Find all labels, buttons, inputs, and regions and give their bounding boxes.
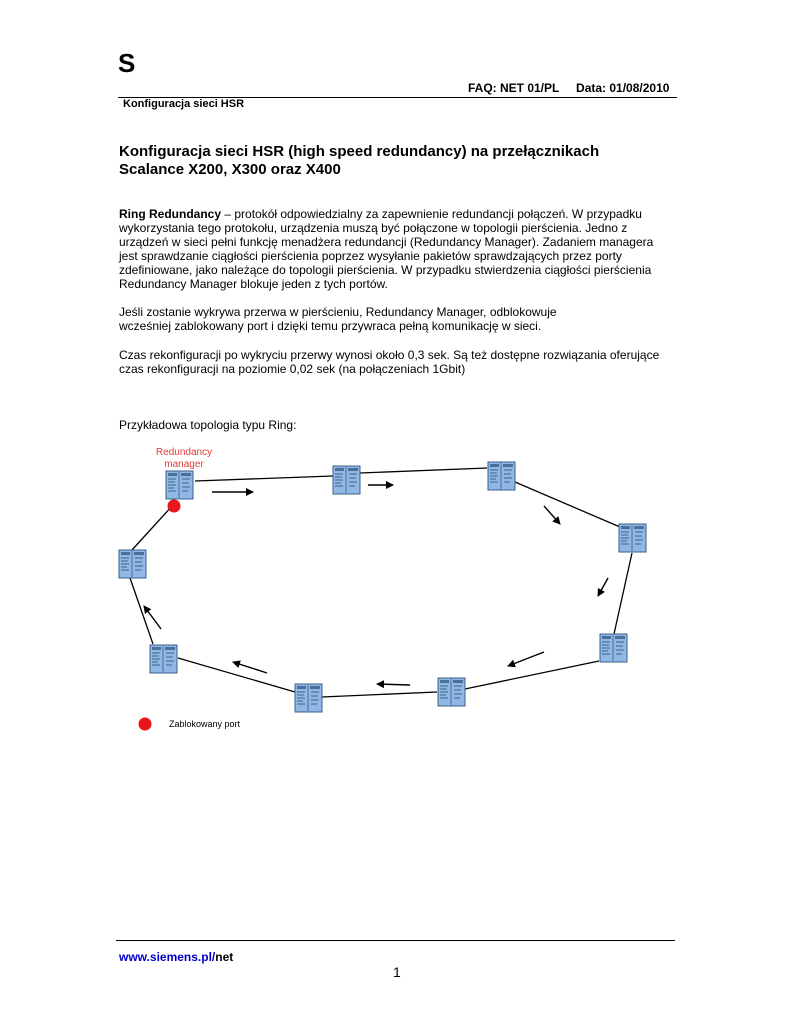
paragraph-line: czas rekonfiguracji na poziomie 0,02 sek (na połączeniach 1Gbit) <box>119 362 466 376</box>
paragraph-break-detection <box>119 305 689 333</box>
ring-link <box>195 476 333 481</box>
arrow-left <box>508 652 544 666</box>
paragraph-text: – protokół odpowiedzialny za zapewnienie redundancji połączeń. W przypadku <box>221 207 642 221</box>
switch <box>619 524 646 552</box>
redundancy-manager-label-line-1: Redundancy <box>155 447 213 458</box>
ring-link <box>360 468 487 473</box>
ring-link <box>132 505 173 550</box>
ring-link <box>515 482 620 527</box>
ring-link <box>614 553 632 634</box>
legend-label: Zablokowany port <box>169 719 241 729</box>
page-number: 1 <box>393 964 401 980</box>
ring-links <box>130 468 632 697</box>
arrow-left <box>377 684 410 685</box>
paragraph-line: jest sprawdzanie ciągłości pierścienia poprzez wysyłanie pakietów sprawdzających przez porty <box>119 249 622 263</box>
switch-redundancy-manager <box>166 471 193 499</box>
ring-link <box>465 661 599 689</box>
switch <box>438 678 465 706</box>
diagram-caption: Przykładowa topologia typu Ring: <box>119 418 297 432</box>
legend-blocked-port-icon <box>139 718 152 731</box>
paragraph-line: wcześniej zablokowany port i dzięki temu przywraca pełną komunikację w sieci. <box>119 319 542 333</box>
document-title <box>119 143 599 179</box>
section-title: Konfiguracja sieci HSR <box>123 98 245 110</box>
footer-rule <box>116 940 675 941</box>
paragraph-line: Czas rekonfiguracji po wykryciu przerwy wynosi około 0,3 sek. Są też dostępne rozwiązania oferujące <box>119 348 660 362</box>
paragraph-line: wykorzystania tego protokołu, urządzenia muszą być połączone w topologii pierścienia. Jedno z <box>119 221 628 235</box>
redundancy-manager-label-line-2: manager <box>164 459 204 470</box>
flow-arrows <box>144 485 608 685</box>
paragraph-line <box>119 207 689 221</box>
ring-topology-diagram <box>100 440 660 740</box>
switch <box>295 684 322 712</box>
paragraph-line: zdefiniowane, jako należące do topologii pierścienia. W przypadku stwierdzenia ciągłości pierścienia <box>119 263 652 277</box>
paragraph-ring-redundancy <box>119 207 689 291</box>
siemens-logo: S <box>118 48 136 78</box>
footer-link-domain[interactable]: www.siemens.pl/ <box>119 950 216 964</box>
switch <box>119 550 146 578</box>
ring-redundancy-term: Ring Redundancy <box>119 207 222 221</box>
footer-link-suffix[interactable]: net <box>215 950 234 964</box>
paragraph-line: Jeśli zostanie wykrywa przerwa w pierścieniu, Redundancy Manager, odblokowuje <box>119 305 557 319</box>
blocked-port-marker <box>168 500 181 513</box>
paragraph-reconfiguration <box>119 348 689 376</box>
title-line-2: Scalance X200, X300 oraz X400 <box>119 161 341 178</box>
arrow-down-left <box>598 578 608 596</box>
faq-number: FAQ: NET 01/PL <box>468 81 560 95</box>
document-date: Data: 01/08/2010 <box>576 81 670 95</box>
ring-link <box>130 578 153 644</box>
paragraph-line: Redundancy Manager blokuje jeden z tych portów. <box>119 277 388 291</box>
ring-link <box>322 692 437 697</box>
switch <box>600 634 627 662</box>
switch <box>150 645 177 673</box>
switch <box>488 462 515 490</box>
switch <box>333 466 360 494</box>
arrow-down-right <box>544 506 560 524</box>
footer-link[interactable] <box>119 950 233 964</box>
arrow-left <box>233 662 267 673</box>
title-line-1: Konfiguracja sieci HSR (high speed redundancy) na przełącznikach <box>119 143 600 160</box>
paragraph-line: urządzeń w sieci pełni funkcję menadżera redundancji (Redundancy Manager). Zadaniem managera <box>119 235 654 249</box>
faq-header <box>468 81 669 95</box>
